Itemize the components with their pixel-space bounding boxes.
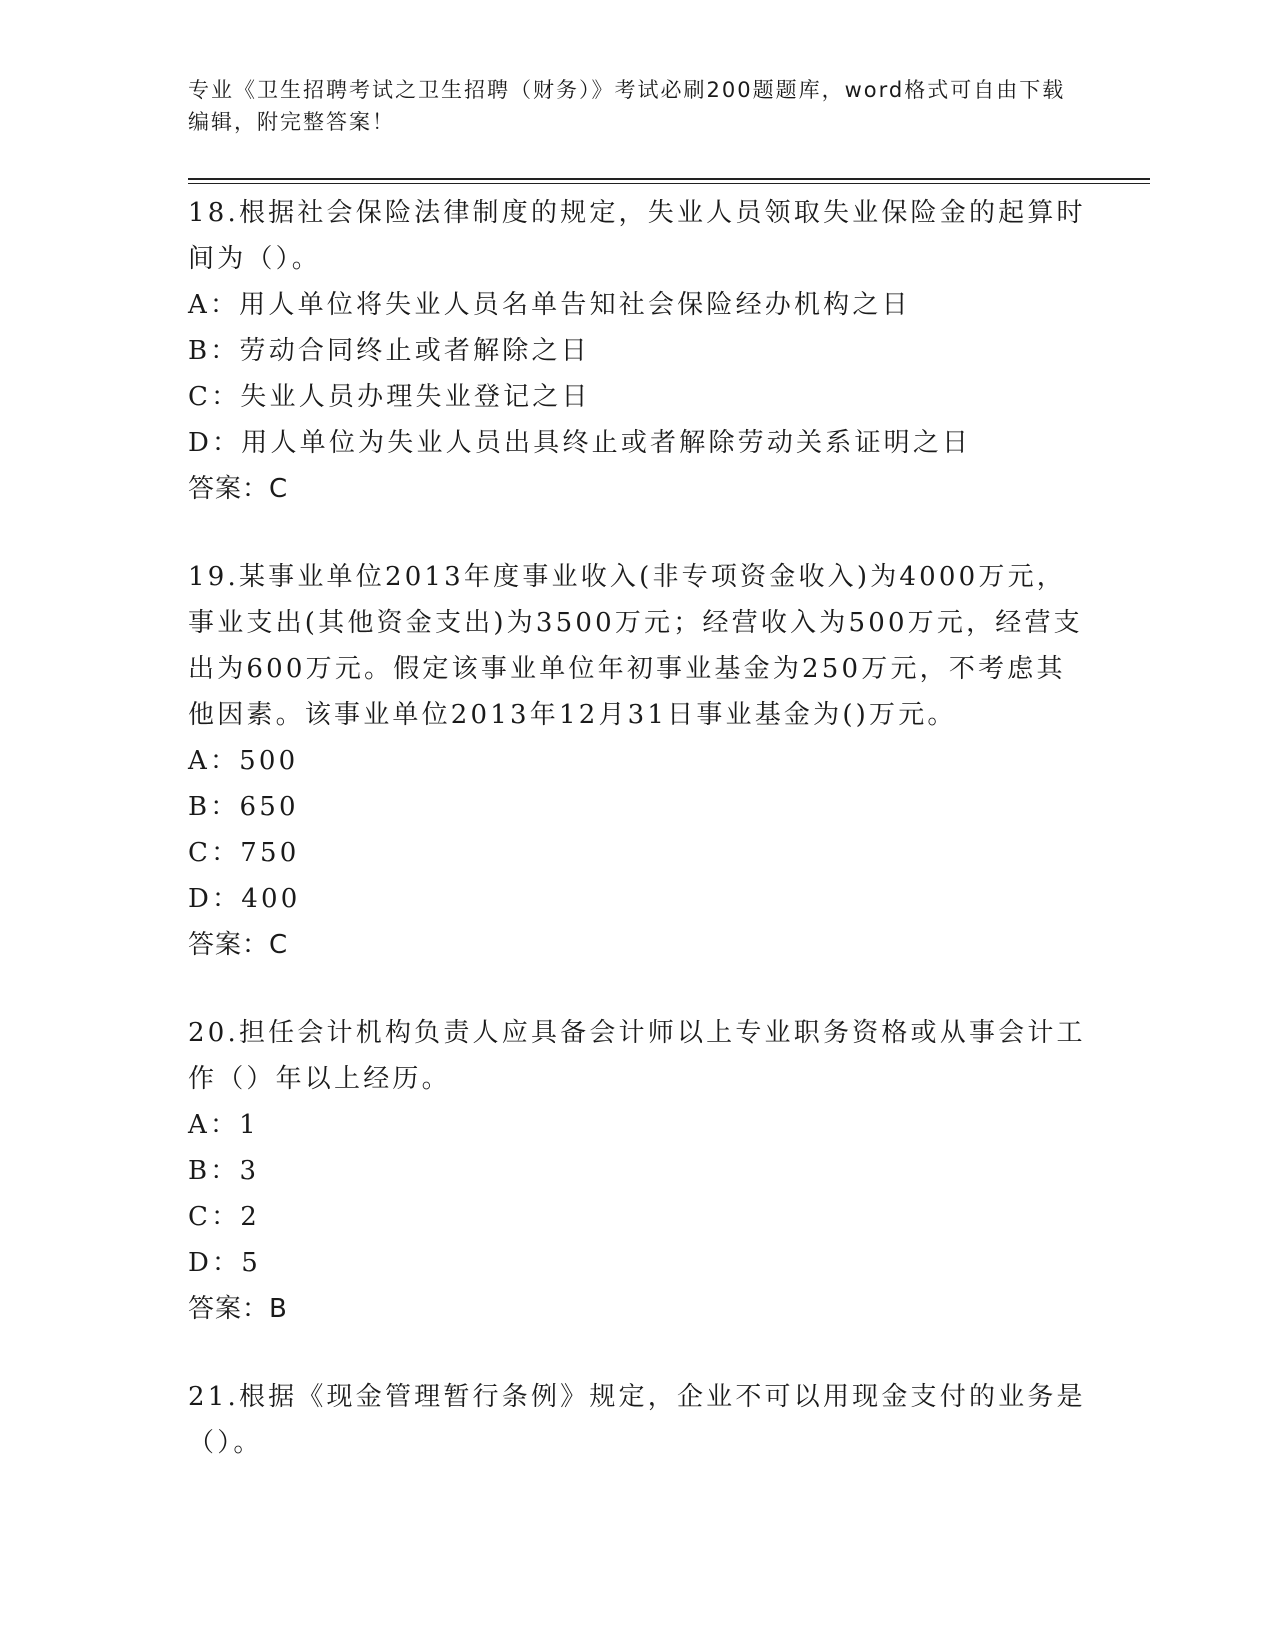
header-rule-thin (188, 183, 1150, 184)
option-b: B：650 (188, 792, 299, 822)
question-20 (188, 1010, 1088, 1332)
question-stem: 19.某事业单位2013年度事业收入(非专项资金收入)为4000万元，事业支出(其他资金支出)为3500万元；经营收入为500万元，经营支出为600万元。假定该事业单位年初事业基金为250万元，不考虑其他因素。该事业单位2013年12月31日事业基金为()万元。 (188, 562, 1083, 730)
option-a: A：500 (188, 746, 299, 776)
option-d: D：用人单位为失业人员出具终止或者解除劳动关系证明之日 (188, 428, 972, 458)
question-list (188, 190, 1088, 1466)
option-c: C：失业人员办理失业登记之日 (188, 382, 591, 412)
option-d: D：400 (188, 884, 301, 914)
option-a: A：用人单位将失业人员名单告知社会保险经办机构之日 (188, 290, 911, 320)
answer-line: 答案：B (188, 1294, 288, 1324)
answer-line: 答案：C (188, 930, 289, 960)
document-header: 专业《卫生招聘考试之卫生招聘（财务）》考试必刷200题题库，word格式可自由下载编辑，附完整答案！ (188, 78, 1066, 134)
option-b: B：3 (188, 1156, 260, 1186)
question-stem: 21.根据《现金管理暂行条例》规定，企业不可以用现金支付的业务是（）。 (188, 1382, 1086, 1458)
header-rule-thick (188, 178, 1150, 180)
option-c: C：750 (188, 838, 300, 868)
question-18 (188, 190, 1088, 512)
question-21 (188, 1374, 1088, 1466)
option-d: D：5 (188, 1248, 261, 1278)
option-c: C：2 (188, 1202, 261, 1232)
question-19 (188, 554, 1088, 968)
question-stem: 20.担任会计机构负责人应具备会计师以上专业职务资格或从事会计工作（）年以上经历。 (188, 1018, 1086, 1094)
question-stem: 18.根据社会保险法律制度的规定，失业人员领取失业保险金的起算时间为（）。 (188, 198, 1086, 274)
option-a: A：1 (188, 1110, 259, 1140)
option-b: B：劳动合同终止或者解除之日 (188, 336, 590, 366)
answer-line: 答案：C (188, 474, 289, 504)
